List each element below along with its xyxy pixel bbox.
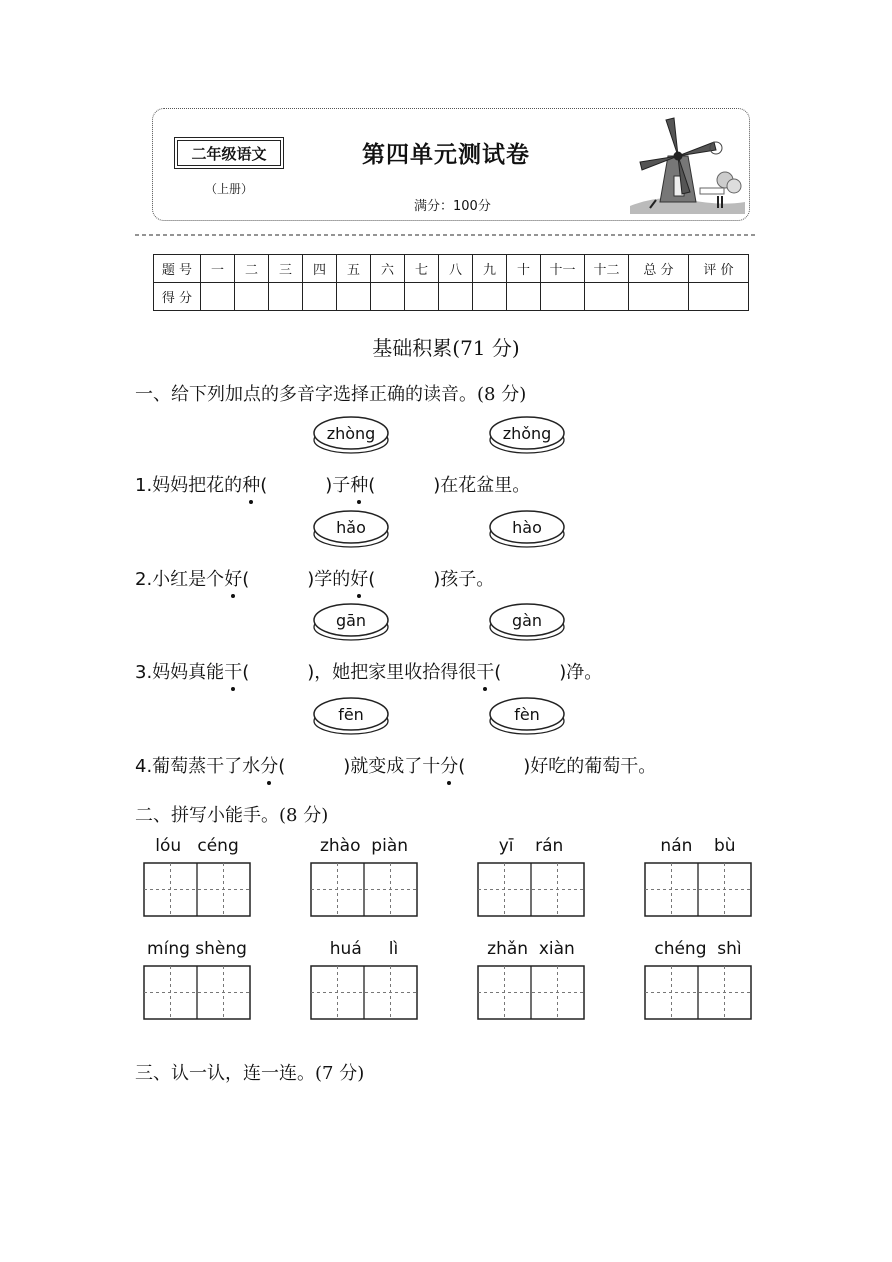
pinyin-option-label: hào [512, 518, 542, 537]
sentence-3 [135, 658, 602, 684]
table-cell: 题 号 [154, 255, 201, 283]
divider [135, 233, 757, 237]
sentence-text: 1.妈妈把花的 [135, 475, 243, 496]
full-score-label: 满分：100分 [414, 199, 491, 214]
sentence-text: )学的 [307, 569, 351, 590]
score-cell[interactable] [405, 283, 439, 311]
table-cell: 三 [269, 255, 303, 283]
writing-grid[interactable] [644, 862, 752, 918]
dotted-char: 好 [350, 565, 368, 591]
paren-open: ( [278, 756, 286, 777]
table-cell: 评 价 [689, 255, 749, 283]
table-cell: 十 [507, 255, 541, 283]
paren-open: ( [242, 569, 250, 590]
sentence-text: )，她把家里收拾得很 [307, 662, 477, 683]
spelling-pinyin: míng shèng [147, 939, 247, 959]
spelling-pinyin: lóu céng [155, 836, 239, 856]
score-cell[interactable] [269, 283, 303, 311]
dotted-char: 种 [350, 471, 368, 497]
score-cell[interactable] [337, 283, 371, 311]
sentence-4 [135, 752, 656, 778]
table-cell: 一 [201, 255, 235, 283]
score-cell[interactable] [201, 283, 235, 311]
pinyin-option[interactable] [312, 415, 390, 455]
pinyin-option[interactable] [488, 696, 566, 736]
table-cell: 八 [439, 255, 473, 283]
sentence-text: )净。 [559, 662, 603, 683]
table-cell: 十二 [585, 255, 629, 283]
dotted-char: 干 [476, 658, 494, 684]
grade-badge [174, 137, 284, 169]
grade-badge-label: 二年级语文 [177, 140, 281, 166]
table-cell: 四 [303, 255, 337, 283]
question-heading-text: 一、给下列加点的多音字选择正确的读音。 [135, 384, 477, 405]
score-cell[interactable] [507, 283, 541, 311]
score-table-header-row [154, 255, 749, 283]
spelling-pinyin: nán bù [660, 836, 736, 856]
question-points: (8 分) [477, 384, 527, 405]
paren-open: ( [458, 756, 466, 777]
sentence-text: 2.小红是个 [135, 569, 225, 590]
paren-open: ( [368, 475, 376, 496]
pinyin-option-label: zhòng [326, 424, 376, 443]
writing-grid[interactable] [310, 862, 418, 918]
question-points: (8 分) [279, 805, 329, 826]
table-cell: 七 [405, 255, 439, 283]
spelling-pinyin: zhào piàn [319, 836, 409, 856]
question-3-heading [135, 1059, 364, 1085]
sentence-text: )好吃的葡萄干。 [523, 756, 657, 777]
paren-open: ( [494, 662, 502, 683]
sentence-text: )孩子。 [433, 569, 495, 590]
spelling-pinyin: yī rán [498, 836, 564, 856]
score-table [153, 254, 749, 311]
score-cell[interactable] [541, 283, 585, 311]
table-cell: 总 分 [629, 255, 689, 283]
paren-open: ( [260, 475, 268, 496]
sentence-text: )就变成了十 [343, 756, 441, 777]
paren-open: ( [368, 569, 376, 590]
pinyin-option-label: fēn [338, 705, 364, 724]
section-title: 基础积累(71 分) [372, 336, 520, 360]
pinyin-option[interactable] [488, 509, 566, 549]
score-cell[interactable] [235, 283, 269, 311]
pinyin-option[interactable] [312, 602, 390, 642]
writing-grid[interactable] [477, 965, 585, 1021]
table-cell: 二 [235, 255, 269, 283]
pinyin-option-label: hǎo [336, 518, 366, 537]
pinyin-option[interactable] [312, 696, 390, 736]
table-cell: 九 [473, 255, 507, 283]
question-heading-text: 二、拼写小能手。 [135, 805, 279, 826]
page-title: 第四单元测试卷 [362, 142, 530, 168]
writing-grid[interactable] [477, 862, 585, 918]
sentence-1 [135, 471, 530, 497]
pinyin-option[interactable] [488, 602, 566, 642]
question-points: (7 分) [315, 1063, 365, 1084]
windmill-illustration [630, 116, 745, 214]
dotted-char: 干 [224, 658, 242, 684]
sentence-text: 4.葡萄蒸干了水 [135, 756, 261, 777]
dotted-char: 好 [224, 565, 242, 591]
pinyin-option[interactable] [312, 509, 390, 549]
question-1-heading [135, 380, 526, 406]
score-cell[interactable] [303, 283, 337, 311]
sentence-2 [135, 565, 494, 591]
sentence-text: )在花盆里。 [433, 475, 531, 496]
pinyin-option-label: gàn [511, 611, 543, 630]
score-cell[interactable] [629, 283, 689, 311]
writing-grid[interactable] [143, 862, 251, 918]
dotted-char: 分 [440, 752, 458, 778]
table-cell: 五 [337, 255, 371, 283]
dotted-char: 种 [242, 471, 260, 497]
question-2-heading [135, 801, 328, 827]
sentence-text: 3.妈妈真能 [135, 662, 225, 683]
pinyin-option-label: gān [335, 611, 367, 630]
score-table-score-row [154, 283, 749, 311]
table-cell: 十一 [541, 255, 585, 283]
dotted-char: 分 [260, 752, 278, 778]
table-cell: 得 分 [154, 283, 201, 311]
pinyin-option-label: fèn [514, 705, 540, 724]
score-cell[interactable] [371, 283, 405, 311]
sentence-text: )子 [325, 475, 351, 496]
paren-open: ( [242, 662, 250, 683]
pinyin-option-label: zhǒng [502, 424, 552, 443]
writing-grid[interactable] [143, 965, 251, 1021]
score-cell[interactable] [689, 283, 749, 311]
table-cell: 六 [371, 255, 405, 283]
score-cell[interactable] [439, 283, 473, 311]
question-heading-text: 三、认一认，连一连。 [135, 1063, 315, 1084]
spelling-pinyin: huá lì [329, 939, 399, 959]
writing-grid[interactable] [644, 965, 752, 1021]
spelling-pinyin: chéng shì [654, 939, 742, 959]
volume-label: （上册） [205, 182, 254, 196]
score-cell[interactable] [585, 283, 629, 311]
spelling-pinyin: zhǎn xiàn [487, 939, 575, 959]
score-cell[interactable] [473, 283, 507, 311]
writing-grid[interactable] [310, 965, 418, 1021]
pinyin-option[interactable] [488, 415, 566, 455]
